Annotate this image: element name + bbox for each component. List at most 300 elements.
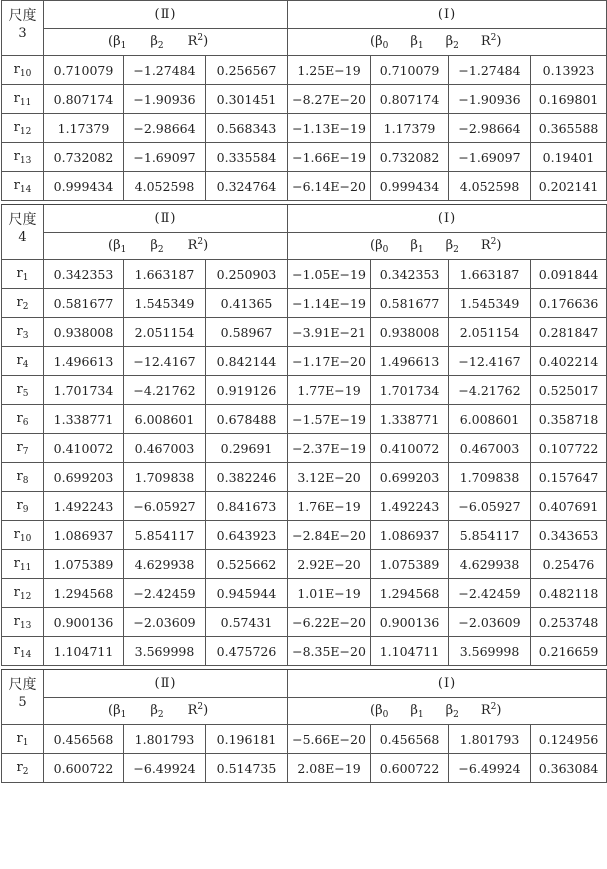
- r-superscript: 2: [197, 702, 204, 712]
- row-subscript: 6: [22, 417, 29, 428]
- row-subscript: 14: [19, 184, 32, 195]
- r-letter: R: [480, 703, 491, 718]
- table-row: [2, 725, 607, 754]
- table-cell: −12.4167: [449, 347, 531, 376]
- table-cell: 0.410072: [44, 434, 124, 463]
- table-row: [2, 463, 607, 492]
- table-cell: 0.41365: [206, 289, 288, 318]
- table-cell: −6.22E−20: [288, 608, 371, 637]
- beta2-label: [446, 238, 459, 255]
- r-letter: R: [187, 34, 198, 49]
- table-cell: 0.58967: [206, 318, 288, 347]
- table-cell: 0.407691: [531, 492, 607, 521]
- table-cell: 4.629938: [124, 550, 206, 579]
- beta-subscript: 2: [157, 41, 164, 51]
- table-cell: 0.157647: [531, 463, 607, 492]
- table-cell: 0.342353: [371, 260, 449, 289]
- table-cell: 0.57431: [206, 608, 288, 637]
- table-cell: 0.29691: [206, 434, 288, 463]
- table-cell: 0.900136: [371, 608, 449, 637]
- table-cell: 1.545349: [124, 289, 206, 318]
- table-cell: 1.496613: [44, 347, 124, 376]
- r-squared-label: [188, 237, 204, 253]
- row-subscript: 1: [22, 737, 29, 748]
- row-letter: r: [13, 613, 20, 629]
- row-letter: r: [13, 584, 20, 600]
- table-cell: 0.324764: [206, 172, 288, 201]
- table-cell: 1.338771: [371, 405, 449, 434]
- row-label: [2, 56, 44, 85]
- row-letter: r: [13, 642, 20, 658]
- table-cell: 0.732082: [371, 143, 449, 172]
- beta-symbol: β: [113, 238, 121, 253]
- table-cell: 0.410072: [371, 434, 449, 463]
- scale-label: [2, 670, 44, 725]
- r-squared-label: [481, 702, 497, 718]
- table-cell: 0.581677: [371, 289, 449, 318]
- row-subscript: 3: [22, 330, 29, 341]
- coef-labels-i: [288, 29, 607, 56]
- table-cell: 0.176636: [531, 289, 607, 318]
- row-subscript: 1: [22, 272, 29, 283]
- beta1-label: [113, 703, 126, 720]
- r-letter: R: [187, 238, 198, 253]
- scale-number: 4: [18, 230, 27, 245]
- table-cell: −1.90936: [124, 85, 206, 114]
- row-subscript: 11: [19, 97, 32, 108]
- table-cell: 1.338771: [44, 405, 124, 434]
- row-label: [2, 85, 44, 114]
- coef-header: [2, 698, 607, 725]
- beta1-label: [410, 238, 423, 255]
- table-row: [2, 521, 607, 550]
- r-superscript: 2: [197, 33, 204, 43]
- r-superscript: 2: [490, 33, 497, 43]
- table-cell: 1.496613: [371, 347, 449, 376]
- scale-label: [2, 1, 44, 56]
- table-row: [2, 318, 607, 347]
- group-ii-heading: (Ⅱ): [44, 205, 288, 233]
- table-cell: 1.709838: [124, 463, 206, 492]
- row-label: [2, 114, 44, 143]
- table-cell: 0.678488: [206, 405, 288, 434]
- table-cell: 0.732082: [44, 143, 124, 172]
- table-cell: 1.77E−19: [288, 376, 371, 405]
- open-paren: (: [370, 34, 376, 49]
- table-row: [2, 579, 607, 608]
- row-letter: r: [16, 265, 23, 281]
- table-cell: 4.052598: [124, 172, 206, 201]
- table-cell: 0.699203: [371, 463, 449, 492]
- r-superscript: 2: [490, 702, 497, 712]
- coef-header: [2, 233, 607, 260]
- table-cell: 0.107722: [531, 434, 607, 463]
- row-subscript: 10: [19, 68, 32, 79]
- row-subscript: 2: [22, 301, 29, 312]
- row-subscript: 9: [22, 504, 29, 515]
- table-row: [2, 550, 607, 579]
- close-paren: ): [496, 703, 502, 718]
- table-cell: 0.456568: [44, 725, 124, 754]
- coef-labels-i: [288, 698, 607, 725]
- row-subscript: 11: [19, 562, 32, 573]
- table-cell: 0.253748: [531, 608, 607, 637]
- beta-symbol: β: [410, 34, 418, 49]
- open-paren: (: [370, 238, 376, 253]
- beta2-label: [446, 703, 459, 720]
- r-letter: R: [187, 703, 198, 718]
- table-cell: −6.05927: [124, 492, 206, 521]
- row-letter: r: [13, 61, 20, 77]
- beta-symbol: β: [113, 34, 121, 49]
- beta-symbol: β: [445, 34, 454, 49]
- table-cell: −2.37E−19: [288, 434, 371, 463]
- section-header: [2, 670, 607, 698]
- row-label: [2, 289, 44, 318]
- beta-symbol: β: [375, 703, 383, 718]
- table-cell: 0.938008: [44, 318, 124, 347]
- row-label: [2, 550, 44, 579]
- table-cell: 0.13923: [531, 56, 607, 85]
- r-squared-label: [481, 237, 497, 253]
- table-cell: 1.17379: [371, 114, 449, 143]
- table-cell: 0.25476: [531, 550, 607, 579]
- beta-subscript: 2: [157, 245, 164, 255]
- row-letter: r: [13, 148, 20, 164]
- scale-label: [2, 205, 44, 260]
- table-cell: 0.363084: [531, 754, 607, 783]
- group-i-heading: (Ⅰ): [288, 1, 607, 29]
- table-cell: 0.919126: [206, 376, 288, 405]
- table-cell: 0.382246: [206, 463, 288, 492]
- table-cell: 0.699203: [44, 463, 124, 492]
- table-cell: −1.27484: [124, 56, 206, 85]
- table-cell: −2.03609: [124, 608, 206, 637]
- table-row: [2, 347, 607, 376]
- beta1-label: [113, 34, 126, 51]
- table-cell: −6.14E−20: [288, 172, 371, 201]
- section-header: [2, 1, 607, 29]
- table-cell: −1.57E−19: [288, 405, 371, 434]
- beta0-label: [375, 703, 388, 720]
- row-subscript: 2: [22, 766, 29, 777]
- open-paren: (: [108, 703, 114, 718]
- table-cell: 0.091844: [531, 260, 607, 289]
- table-cell: −5.66E−20: [288, 725, 371, 754]
- table-cell: 0.169801: [531, 85, 607, 114]
- regression-table: [1, 0, 607, 783]
- beta2-label: [150, 34, 163, 51]
- table-cell: −2.98664: [449, 114, 531, 143]
- table-cell: 0.467003: [449, 434, 531, 463]
- beta-subscript: 1: [120, 710, 127, 720]
- table-cell: 0.568343: [206, 114, 288, 143]
- table-cell: 0.301451: [206, 85, 288, 114]
- close-paren: ): [203, 703, 209, 718]
- row-letter: r: [16, 468, 23, 484]
- table-row: [2, 172, 607, 201]
- r-superscript: 2: [490, 237, 497, 247]
- table-cell: 2.92E−20: [288, 550, 371, 579]
- beta0-label: [375, 238, 388, 255]
- beta-subscript: 2: [453, 245, 459, 255]
- table-cell: −1.69097: [124, 143, 206, 172]
- beta-subscript: 1: [417, 245, 424, 255]
- table-cell: −2.03609: [449, 608, 531, 637]
- open-paren: (: [108, 34, 114, 49]
- table-cell: 3.12E−20: [288, 463, 371, 492]
- beta-subscript: 0: [382, 710, 389, 720]
- table-cell: 1.663187: [449, 260, 531, 289]
- table-cell: −1.27484: [449, 56, 531, 85]
- table-cell: 4.052598: [449, 172, 531, 201]
- table-cell: 0.467003: [124, 434, 206, 463]
- row-label: [2, 318, 44, 347]
- table-cell: 0.19401: [531, 143, 607, 172]
- table-row: [2, 289, 607, 318]
- row-letter: r: [16, 439, 23, 455]
- row-subscript: 12: [19, 126, 32, 137]
- row-subscript: 7: [22, 446, 29, 457]
- table-cell: −4.21762: [124, 376, 206, 405]
- row-letter: r: [13, 526, 20, 542]
- table-cell: −3.91E−21: [288, 318, 371, 347]
- r-squared-label: [481, 33, 497, 49]
- table-cell: 1.075389: [44, 550, 124, 579]
- table-cell: 0.456568: [371, 725, 449, 754]
- table-cell: 1.545349: [449, 289, 531, 318]
- table-cell: −1.05E−19: [288, 260, 371, 289]
- table-cell: 0.250903: [206, 260, 288, 289]
- table-cell: 1.075389: [371, 550, 449, 579]
- row-label: [2, 434, 44, 463]
- table-cell: 0.841673: [206, 492, 288, 521]
- table-cell: −1.66E−19: [288, 143, 371, 172]
- table-cell: −2.42459: [124, 579, 206, 608]
- table-cell: 0.842144: [206, 347, 288, 376]
- table-cell: 0.710079: [371, 56, 449, 85]
- table-cell: 0.710079: [44, 56, 124, 85]
- row-letter: r: [13, 555, 20, 571]
- table-row: [2, 56, 607, 85]
- table-cell: 2.051154: [449, 318, 531, 347]
- table-cell: −12.4167: [124, 347, 206, 376]
- beta-subscript: 1: [120, 245, 127, 255]
- row-label: [2, 405, 44, 434]
- beta-subscript: 0: [382, 245, 389, 255]
- row-label: [2, 347, 44, 376]
- row-label: [2, 579, 44, 608]
- beta-symbol: β: [113, 703, 121, 718]
- table-cell: 0.600722: [44, 754, 124, 783]
- table-cell: −8.35E−20: [288, 637, 371, 666]
- table-cell: 1.086937: [371, 521, 449, 550]
- row-subscript: 8: [22, 475, 29, 486]
- table-row: [2, 492, 607, 521]
- table-row: [2, 260, 607, 289]
- scale-name: 尺度: [8, 677, 37, 693]
- coef-labels-ii: [44, 233, 288, 260]
- row-subscript: 13: [19, 155, 32, 166]
- open-paren: (: [370, 703, 376, 718]
- r-squared-label: [188, 702, 204, 718]
- table-cell: 1.709838: [449, 463, 531, 492]
- beta-subscript: 1: [417, 710, 424, 720]
- table-cell: 0.196181: [206, 725, 288, 754]
- beta1-label: [113, 238, 126, 255]
- table-cell: 1.492243: [44, 492, 124, 521]
- beta-symbol: β: [150, 238, 158, 253]
- table-cell: −1.69097: [449, 143, 531, 172]
- close-paren: ): [496, 34, 502, 49]
- row-letter: r: [16, 352, 23, 368]
- scale-name: 尺度: [8, 212, 37, 228]
- beta-subscript: 2: [453, 710, 459, 720]
- row-letter: r: [16, 381, 23, 397]
- table-cell: 0.281847: [531, 318, 607, 347]
- row-subscript: 13: [19, 620, 32, 631]
- table-cell: 1.76E−19: [288, 492, 371, 521]
- r-superscript: 2: [197, 237, 204, 247]
- table-cell: 0.342353: [44, 260, 124, 289]
- beta2-label: [446, 34, 459, 51]
- r-squared-label: [188, 33, 204, 49]
- table-cell: 1.294568: [44, 579, 124, 608]
- table-cell: 0.335584: [206, 143, 288, 172]
- table-cell: 1.663187: [124, 260, 206, 289]
- beta0-label: [375, 34, 388, 51]
- table-cell: 5.854117: [124, 521, 206, 550]
- beta-symbol: β: [445, 703, 454, 718]
- table-cell: −6.05927: [449, 492, 531, 521]
- row-subscript: 10: [19, 533, 32, 544]
- row-letter: r: [13, 90, 20, 106]
- row-label: [2, 376, 44, 405]
- table-cell: 1.801793: [124, 725, 206, 754]
- beta-symbol: β: [150, 703, 158, 718]
- beta-symbol: β: [445, 238, 454, 253]
- row-subscript: 12: [19, 591, 32, 602]
- table-cell: 0.358718: [531, 405, 607, 434]
- scale-name: 尺度: [8, 8, 37, 24]
- table-cell: 4.629938: [449, 550, 531, 579]
- row-label: [2, 608, 44, 637]
- table-cell: 0.514735: [206, 754, 288, 783]
- row-letter: r: [16, 294, 23, 310]
- table-cell: 3.569998: [124, 637, 206, 666]
- beta2-label: [150, 238, 163, 255]
- beta1-label: [410, 703, 423, 720]
- table-cell: 0.945944: [206, 579, 288, 608]
- row-subscript: 4: [22, 359, 29, 370]
- table-cell: 0.999434: [371, 172, 449, 201]
- table-cell: 2.08E−19: [288, 754, 371, 783]
- r-letter: R: [480, 34, 491, 49]
- row-letter: r: [16, 410, 23, 426]
- table-cell: 6.008601: [449, 405, 531, 434]
- row-label: [2, 463, 44, 492]
- table-row: [2, 637, 607, 666]
- beta-subscript: 2: [453, 41, 459, 51]
- table-cell: 1.17379: [44, 114, 124, 143]
- table-cell: −1.14E−19: [288, 289, 371, 318]
- open-paren: (: [108, 238, 114, 253]
- row-letter: r: [16, 730, 23, 746]
- row-letter: r: [16, 497, 23, 513]
- table-cell: −1.13E−19: [288, 114, 371, 143]
- table-cell: 0.600722: [371, 754, 449, 783]
- table-row: [2, 143, 607, 172]
- table-cell: 1.294568: [371, 579, 449, 608]
- table-cell: −6.49924: [124, 754, 206, 783]
- beta-symbol: β: [375, 34, 383, 49]
- table-row: [2, 114, 607, 143]
- table-cell: 0.807174: [44, 85, 124, 114]
- scale-number: 5: [18, 695, 27, 710]
- table-cell: −8.27E−20: [288, 85, 371, 114]
- table-cell: 0.525662: [206, 550, 288, 579]
- row-letter: r: [16, 323, 23, 339]
- table-row: [2, 754, 607, 783]
- group-i-heading: (Ⅰ): [288, 670, 607, 698]
- table-cell: 0.365588: [531, 114, 607, 143]
- table-row: [2, 608, 607, 637]
- table-cell: 6.008601: [124, 405, 206, 434]
- group-ii-heading: (Ⅱ): [44, 670, 288, 698]
- table-cell: 0.256567: [206, 56, 288, 85]
- table-cell: −1.90936: [449, 85, 531, 114]
- table-cell: 0.475726: [206, 637, 288, 666]
- beta-subscript: 2: [157, 710, 164, 720]
- table-cell: 0.482118: [531, 579, 607, 608]
- table-cell: 0.807174: [371, 85, 449, 114]
- table-cell: 0.202141: [531, 172, 607, 201]
- group-i-heading: (Ⅰ): [288, 205, 607, 233]
- coef-labels-ii: [44, 29, 288, 56]
- table-cell: 1.701734: [44, 376, 124, 405]
- table-cell: 1.492243: [371, 492, 449, 521]
- beta1-label: [410, 34, 423, 51]
- table-cell: 0.999434: [44, 172, 124, 201]
- table-cell: 1.104711: [44, 637, 124, 666]
- table-cell: 0.525017: [531, 376, 607, 405]
- close-paren: ): [203, 34, 209, 49]
- row-label: [2, 143, 44, 172]
- table-cell: −2.98664: [124, 114, 206, 143]
- table-row: [2, 376, 607, 405]
- table-cell: 1.701734: [371, 376, 449, 405]
- close-paren: ): [203, 238, 209, 253]
- coef-labels-i: [288, 233, 607, 260]
- beta-symbol: β: [410, 238, 418, 253]
- row-label: [2, 492, 44, 521]
- table-cell: 5.854117: [449, 521, 531, 550]
- table-cell: 0.402214: [531, 347, 607, 376]
- group-ii-heading: (Ⅱ): [44, 1, 288, 29]
- table-cell: 0.643923: [206, 521, 288, 550]
- table-row: [2, 434, 607, 463]
- table-cell: 1.25E−19: [288, 56, 371, 85]
- table-cell: 3.569998: [449, 637, 531, 666]
- coef-labels-ii: [44, 698, 288, 725]
- r-letter: R: [480, 238, 491, 253]
- beta2-label: [150, 703, 163, 720]
- table-row: [2, 405, 607, 434]
- table-cell: −2.84E−20: [288, 521, 371, 550]
- section-header: [2, 205, 607, 233]
- table-cell: 0.124956: [531, 725, 607, 754]
- table-cell: −4.21762: [449, 376, 531, 405]
